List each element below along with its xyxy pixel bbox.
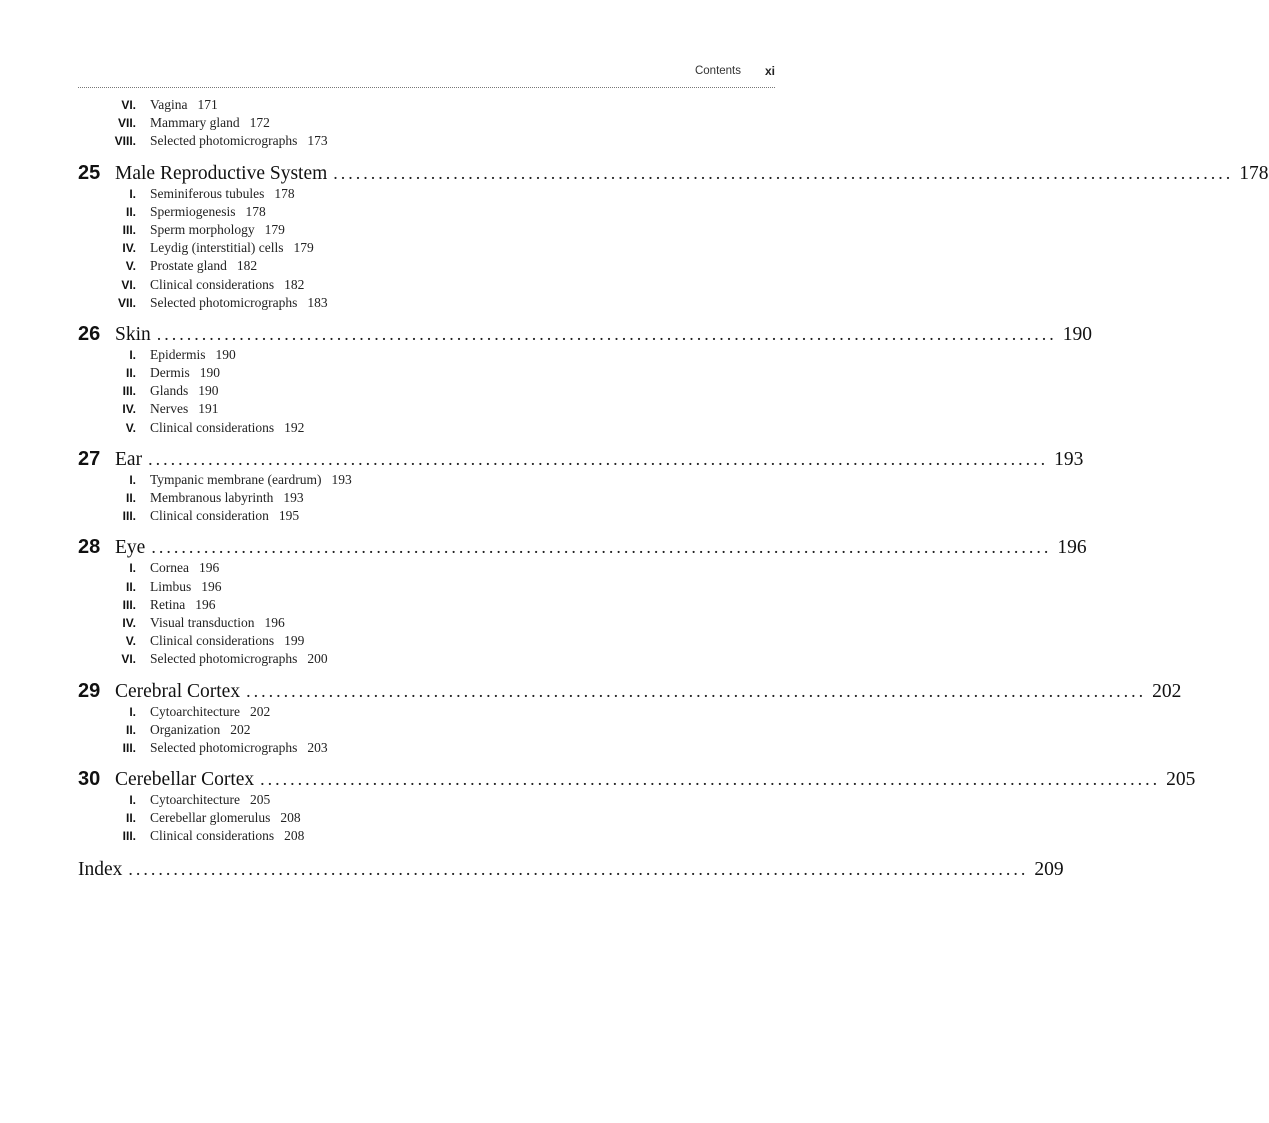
- section-entry[interactable]: [78, 597, 775, 615]
- section-number: I.: [129, 347, 136, 362]
- chapter-title: Ear: [115, 448, 143, 470]
- section-number: VI.: [121, 652, 136, 667]
- section-page: 179: [264, 221, 285, 237]
- section-number: IV.: [122, 615, 136, 630]
- chapter-number: 30: [78, 768, 101, 791]
- index-title: Index: [78, 858, 123, 880]
- index-page: 209: [1034, 858, 1064, 880]
- chapter-heading[interactable]: [78, 161, 1269, 186]
- section-entry[interactable]: [78, 186, 775, 204]
- chapter-25: [78, 161, 1269, 313]
- chapter-title: Cerebral Cortex: [115, 680, 241, 702]
- section-page: 196: [195, 596, 216, 612]
- section-number: VII.: [117, 295, 136, 310]
- section-entry[interactable]: [78, 420, 775, 438]
- table-of-contents: [78, 97, 1269, 883]
- section-page: 205: [249, 792, 271, 808]
- section-title: Vagina: [150, 97, 188, 112]
- section-number: III.: [122, 829, 136, 844]
- chapter-28: [78, 536, 1087, 669]
- section-page: 173: [307, 133, 328, 149]
- section-entry[interactable]: [78, 295, 775, 313]
- section-page: 196: [264, 614, 285, 630]
- chapter-26: [78, 322, 1093, 438]
- section-title: Prostate gland: [150, 258, 227, 274]
- section-page: 208: [284, 828, 305, 844]
- section-number: I.: [129, 186, 136, 201]
- section-number: II.: [125, 204, 136, 219]
- section-title: Nerves: [150, 401, 189, 417]
- section-entry[interactable]: [78, 240, 775, 258]
- section-entry[interactable]: [78, 490, 775, 508]
- header-label: Contents: [694, 65, 741, 77]
- section-entry[interactable]: [78, 792, 775, 810]
- dot-leader: ........................................................................................................................: [151, 537, 1052, 558]
- section-entry[interactable]: [78, 115, 775, 133]
- section-number: III.: [122, 740, 136, 755]
- section-entry[interactable]: [78, 651, 775, 669]
- section-number: I.: [129, 561, 136, 576]
- section-entry[interactable]: [78, 704, 775, 722]
- section-number: II.: [125, 366, 136, 381]
- section-title: Clinical considerations: [150, 419, 275, 435]
- section-title: Selected photomicrographs: [150, 133, 298, 149]
- section-page: 200: [307, 651, 328, 667]
- section-title: Seminiferous tubules: [150, 185, 265, 201]
- section-page: 208: [280, 810, 301, 826]
- chapter-page: 202: [1152, 680, 1182, 702]
- chapter-page: 190: [1062, 323, 1093, 345]
- section-number: V.: [125, 420, 136, 435]
- section-title: Mammary gland: [150, 115, 240, 131]
- chapter-page: 205: [1166, 769, 1196, 791]
- chapter-heading[interactable]: [78, 679, 1182, 704]
- section-number: II.: [125, 722, 136, 737]
- section-number: III.: [122, 384, 136, 399]
- section-page: 179: [293, 240, 314, 256]
- section-number: III.: [122, 597, 136, 612]
- section-title: Limbus: [150, 578, 192, 594]
- chapter-page: 193: [1054, 448, 1084, 470]
- chapter-list: [78, 161, 1269, 847]
- section-page: 182: [284, 276, 305, 292]
- section-title: Visual transduction: [150, 614, 255, 630]
- chapter-29: [78, 679, 1182, 759]
- chapter-number: 28: [78, 536, 101, 559]
- section-page: 178: [245, 203, 266, 219]
- section-page: 190: [198, 383, 219, 399]
- chapter-30: [78, 768, 1196, 847]
- section-page: 182: [236, 258, 258, 274]
- section-page: 193: [331, 471, 352, 487]
- section-number: IV.: [122, 402, 136, 417]
- section-entry[interactable]: [78, 204, 775, 222]
- section-entry[interactable]: [78, 828, 775, 846]
- section-title: Selected photomicrographs: [150, 294, 298, 310]
- section-entry[interactable]: [78, 365, 775, 383]
- section-page: 199: [284, 633, 305, 649]
- section-title: Organization: [150, 721, 221, 737]
- chapter-title: Skin: [115, 323, 151, 345]
- section-page: 196: [201, 578, 222, 594]
- section-title: Membranous labyrinth: [150, 490, 274, 505]
- continued-sections: [78, 97, 775, 152]
- section-page: 191: [198, 401, 219, 417]
- section-entry[interactable]: [78, 277, 775, 295]
- section-entry[interactable]: [78, 347, 775, 365]
- section-entry[interactable]: [78, 472, 775, 490]
- section-number: I.: [129, 472, 136, 487]
- section-page: 196: [198, 560, 220, 576]
- section-title: Cornea: [150, 560, 189, 576]
- section-page: 192: [284, 419, 305, 435]
- section-title: Cytoarchitecture: [150, 792, 240, 808]
- section-title: Clinical considerations: [150, 276, 275, 292]
- section-title: Epidermis: [150, 346, 206, 362]
- section-page: 172: [249, 115, 270, 131]
- section-number: III.: [122, 509, 136, 524]
- section-entry[interactable]: [78, 97, 775, 115]
- chapter-number: 27: [78, 447, 101, 470]
- section-title: Glands: [150, 383, 189, 399]
- chapter-number: 26: [78, 322, 101, 345]
- section-title: Clinical consideration: [150, 508, 269, 524]
- section-entry[interactable]: [78, 401, 775, 419]
- section-title: Spermiogenesis: [150, 203, 236, 219]
- dot-leader: ........................................................................................................................: [260, 769, 1161, 790]
- section-entry[interactable]: [78, 579, 775, 597]
- section-page: 202: [230, 721, 251, 737]
- section-entry[interactable]: [78, 383, 775, 401]
- chapter-title: Eye: [115, 537, 146, 559]
- section-page: 183: [307, 294, 328, 310]
- section-entry[interactable]: [78, 740, 775, 758]
- section-page: 195: [278, 508, 300, 524]
- chapter-heading[interactable]: [78, 536, 1087, 560]
- section-title: Selected photomicrographs: [150, 651, 298, 667]
- section-entry[interactable]: [78, 810, 775, 828]
- header-dotted-rule: [78, 87, 775, 88]
- section-number: I.: [129, 793, 136, 808]
- section-number: VI.: [121, 277, 136, 292]
- section-title: Retina: [150, 596, 186, 612]
- section-number: II.: [125, 491, 136, 505]
- section-entry[interactable]: [78, 560, 775, 578]
- header-page-number: xi: [764, 64, 775, 78]
- section-page: 193: [283, 490, 304, 505]
- section-number: III.: [122, 222, 136, 237]
- section-title: Sperm morphology: [150, 221, 255, 237]
- section-title: Clinical considerations: [150, 633, 275, 649]
- dot-leader: ........................................................................................................................: [156, 323, 1057, 344]
- chapter-number: 29: [78, 679, 101, 702]
- chapter-27: [78, 447, 1084, 527]
- section-page: 203: [307, 739, 328, 755]
- chapter-heading[interactable]: [78, 768, 1196, 792]
- section-page: 190: [199, 365, 220, 381]
- dot-leader: ........................................................................................................................: [333, 162, 1234, 183]
- dot-leader: ........................................................................................................................: [246, 680, 1147, 701]
- section-page: 202: [249, 703, 271, 719]
- section-number: IV.: [122, 241, 136, 256]
- section-page: 171: [197, 97, 218, 112]
- chapter-heading[interactable]: [78, 322, 1093, 347]
- section-number: V.: [125, 634, 136, 649]
- index-entry[interactable]: [78, 858, 1064, 883]
- section-title: Tympanic membrane (eardrum): [150, 471, 322, 487]
- section-number: V.: [125, 259, 136, 274]
- section-title: Cerebellar glomerulus: [150, 810, 271, 826]
- running-header: [78, 62, 775, 84]
- section-title: Dermis: [150, 365, 190, 381]
- section-entry[interactable]: [78, 722, 775, 740]
- section-title: Clinical considerations: [150, 828, 275, 844]
- section-entry[interactable]: [78, 508, 775, 526]
- section-page: 178: [274, 185, 295, 201]
- section-title: Cytoarchitecture: [150, 703, 240, 719]
- section-entry[interactable]: [78, 133, 775, 151]
- section-entry[interactable]: [78, 615, 775, 633]
- section-number: VI.: [121, 98, 136, 112]
- section-number: II.: [125, 579, 136, 594]
- section-number: II.: [125, 811, 136, 826]
- section-number: VIII.: [114, 134, 136, 149]
- dot-leader: ........................................................................................................................: [128, 858, 1029, 879]
- dot-leader: ........................................................................................................................: [148, 448, 1049, 469]
- chapter-title: Cerebellar Cortex: [115, 769, 255, 791]
- chapter-page: 196: [1057, 537, 1087, 559]
- section-title: Selected photomicrographs: [150, 739, 298, 755]
- chapter-heading[interactable]: [78, 447, 1084, 472]
- section-entry[interactable]: [78, 633, 775, 651]
- section-title: Leydig (interstitial) cells: [150, 240, 284, 256]
- section-number: VII.: [117, 116, 136, 131]
- chapter-page: 178: [1239, 162, 1269, 184]
- section-entry[interactable]: [78, 258, 775, 276]
- chapter-title: Male Reproductive System: [115, 162, 328, 184]
- section-number: I.: [129, 704, 136, 719]
- section-entry[interactable]: [78, 222, 775, 240]
- chapter-number: 25: [78, 161, 101, 184]
- section-page: 190: [215, 346, 236, 362]
